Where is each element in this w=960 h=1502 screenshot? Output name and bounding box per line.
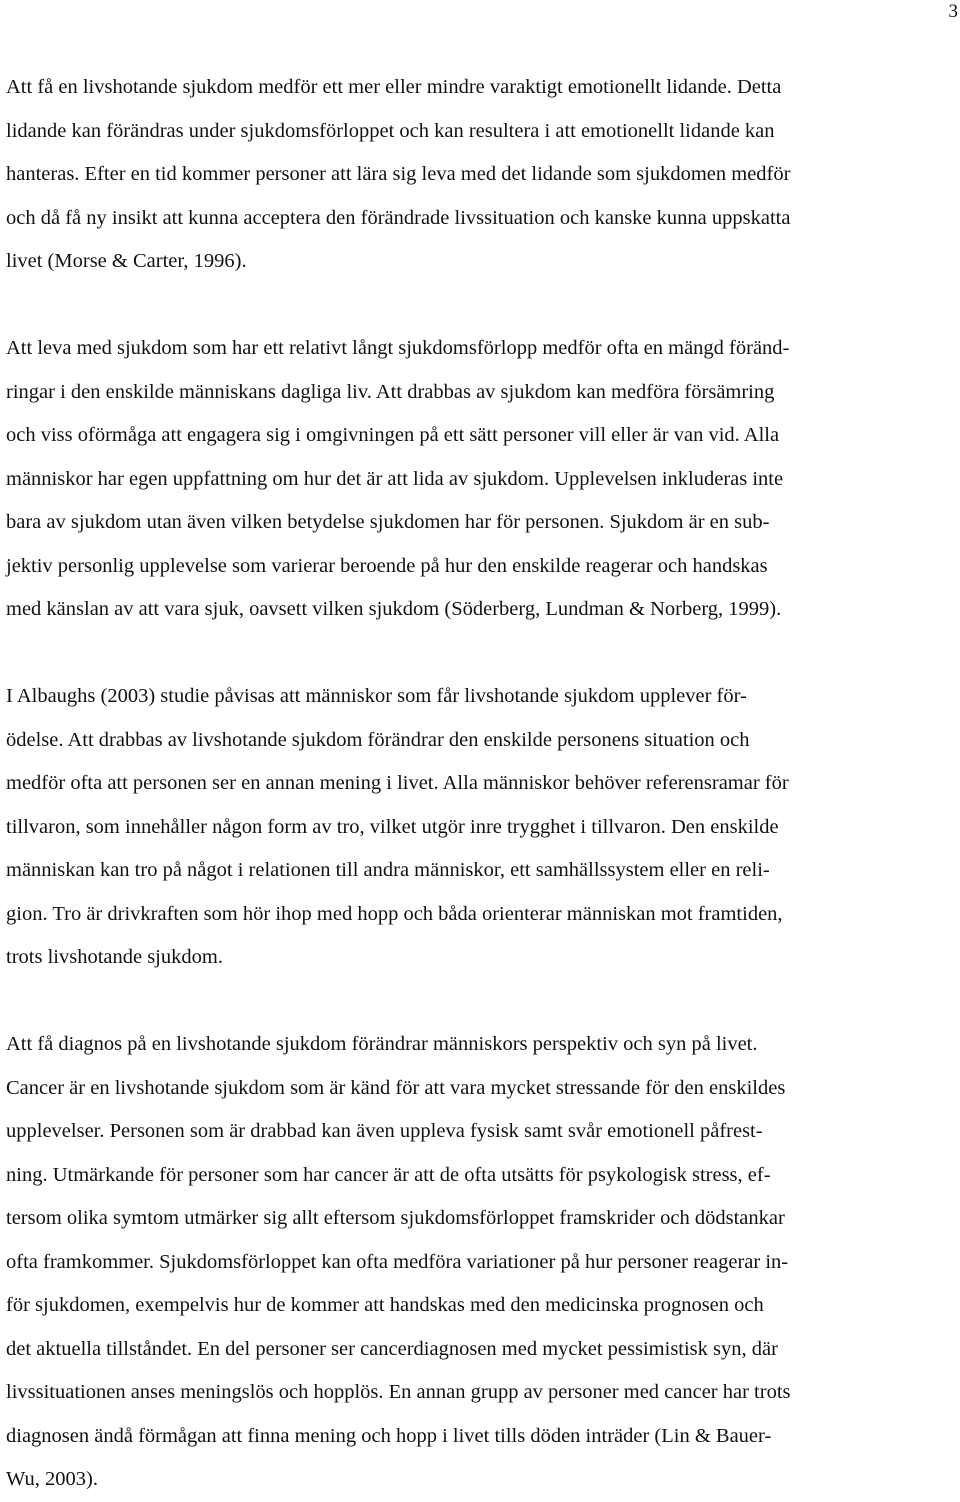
- paragraph: [6, 1023, 956, 1502]
- text-line: Att få diagnos på en livshotande sjukdom förändrar människors perspektiv och syn på livet.: [6, 1033, 758, 1055]
- text-line: ofta framkommer. Sjukdomsförloppet kan ofta medföra variationer på hur personer reagerar in-: [6, 1250, 789, 1273]
- text-line: Att leva med sjukdom som har ett relativt långt sjukdomsförlopp medför ofta en mängd föränd-: [6, 337, 790, 359]
- text-line: människan kan tro på något i relationen till andra människor, ett samhällssystem eller en reli-: [6, 859, 770, 881]
- text-line: trots livshotande sjukdom.: [6, 946, 223, 968]
- text-line: lidande kan förändras under sjukdomsförloppet och kan resultera i att emotionellt lidande kan: [6, 119, 775, 142]
- text-line: tillvaron, som innehåller någon form av tro, vilket utgör inre trygghet i tillvaron. Den enskilde: [6, 815, 779, 838]
- text-line: människor har egen uppfattning om hur det är att lida av sjukdom. Upplevelsen inkluderas inte: [6, 467, 784, 490]
- text-line: ning. Utmärkande för personer som har cancer är att de ofta utsätts för psykologisk stress, ef-: [6, 1163, 771, 1186]
- text-line: ödelse. Att drabbas av livshotande sjukdom förändrar den enskilde personens situation och: [6, 728, 750, 751]
- text-line: bara av sjukdom utan även vilken betydelse sjukdomen har för personen. Sjukdom är en sub-: [6, 511, 770, 533]
- text-line: gion. Tro är drivkraften som hör ihop med hopp och båda orienterar människan mot framtiden,: [6, 902, 783, 925]
- text-line: och viss oförmåga att engagera sig i omgivningen på ett sätt personer vill eller är van vid. Alla: [6, 424, 780, 446]
- text-line: för sjukdomen, exempelvis hur de kommer att handskas med den medicinska prognosen och: [6, 1294, 764, 1316]
- text-line: livet (Morse & Carter, 1996).: [6, 250, 247, 272]
- text-line: jektiv personlig upplevelse som varierar beroende på hur den enskilde reagerar och handskas: [6, 554, 768, 577]
- text-line: upplevelser. Personen som är drabbad kan även uppleva fysisk samt svår emotionell påfrest-: [6, 1120, 763, 1142]
- paragraph: [6, 327, 956, 632]
- text-line: hanteras. Efter en tid kommer personer att lära sig leva med det lidande som sjukdomen medför: [6, 163, 791, 185]
- page-number: 3: [948, 1, 958, 22]
- paragraph: [6, 66, 956, 284]
- text-line: och då få ny insikt att kunna acceptera den förändrade livssituation och kanske kunna uppskatta: [6, 206, 791, 229]
- text-line: det aktuella tillståndet. En del personer ser cancerdiagnosen med mycket pessimistisk syn, där: [6, 1337, 778, 1360]
- text-line: livssituationen anses meningslös och hopplös. En annan grupp av personer med cancer har trots: [6, 1381, 791, 1403]
- text-line: Cancer är en livshotande sjukdom som är känd för att vara mycket stressande för den enskildes: [6, 1076, 786, 1099]
- text-line: I Albaughs (2003) studie påvisas att människor som får livshotande sjukdom upplever för-: [6, 685, 747, 707]
- text-line: Att få en livshotande sjukdom medför ett mer eller mindre varaktigt emotionellt lidande. Detta: [6, 76, 782, 98]
- text-line: ringar i den enskilde människans dagliga liv. Att drabbas av sjukdom kan medföra försämring: [6, 380, 775, 403]
- text-line: diagnosen ändå förmågan att finna mening och hopp i livet tills döden inträder (Lin & Bauer-: [6, 1424, 772, 1447]
- text-line: medför ofta att personen ser en annan mening i livet. Alla människor behöver referensramar för: [6, 772, 789, 794]
- paragraph: [6, 675, 956, 980]
- document-body: [6, 66, 956, 1502]
- text-line: med känslan av att vara sjuk, oavsett vilken sjukdom (Söderberg, Lundman & Norberg, 1999).: [6, 598, 782, 620]
- text-line: tersom olika symtom utmärker sig allt eftersom sjukdomsförloppet framskrider och dödstankar: [6, 1207, 785, 1229]
- text-line: Wu, 2003).: [6, 1468, 98, 1490]
